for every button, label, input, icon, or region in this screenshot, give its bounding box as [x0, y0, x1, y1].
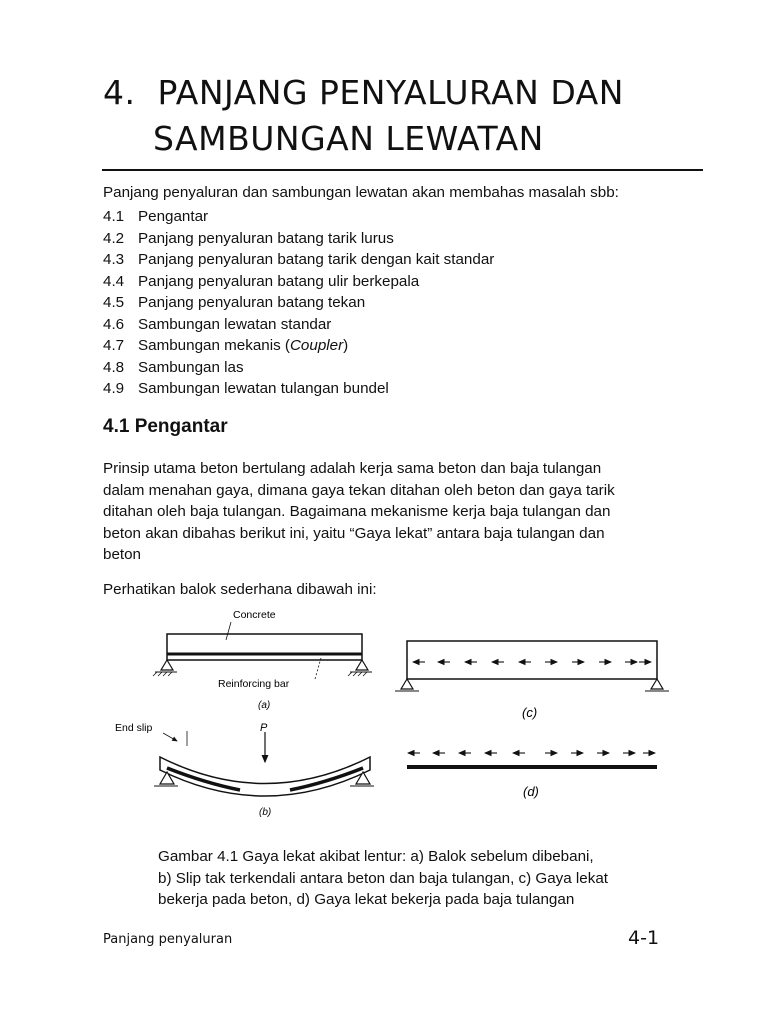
reinforcing-bar-label: Reinforcing bar — [218, 678, 290, 690]
topic-text: Panjang penyaluran batang tekan — [138, 294, 366, 311]
topic-text-italic: Coupler — [289, 337, 344, 354]
topic-number: 4.9 — [103, 380, 125, 397]
footer-running-title: Panjang penyaluran — [103, 932, 233, 947]
support-icon — [651, 679, 663, 689]
label-c: (c) — [522, 705, 538, 720]
beam-b — [154, 731, 374, 796]
end-slip-label: End slip — [115, 722, 153, 734]
caption-line: b) Slip tak terkendali antara beton dan baja tulangan, c) Gaya lekat — [158, 869, 609, 887]
topic-text: Panjang penyaluran batang ulir berkepala — [138, 272, 420, 290]
bond-stress-figure — [105, 600, 675, 830]
topic-item — [103, 249, 494, 271]
beam-c — [395, 641, 669, 691]
topic-text: Pengantar — [138, 208, 209, 225]
intro-text: Panjang penyaluran dan sambungan lewatan akan membahas masalah sbb: — [103, 184, 619, 201]
section-paragraph — [103, 458, 703, 566]
topic-item — [103, 228, 494, 250]
beam-a — [153, 622, 372, 679]
topic-number: 4.2 — [103, 229, 125, 247]
chapter-title-line1: PANJANG PENYALURAN DAN — [157, 73, 624, 112]
topic-item — [103, 335, 494, 357]
topic-number: 4.7 — [103, 337, 125, 354]
topic-number: 4.5 — [103, 294, 125, 311]
topic-item — [103, 357, 494, 379]
topic-number: 4.6 — [103, 315, 125, 333]
topic-text: Sambungan las — [138, 358, 244, 376]
topic-text: Sambungan lewatan standar — [138, 315, 332, 333]
topic-number: 4.3 — [103, 251, 125, 268]
caption-line: Gambar 4.1 Gaya lekat akibat lentur: a) Balok sebelum dibebani, — [158, 848, 594, 865]
paragraph-line: Prinsip utama beton bertulang adalah kerja sama beton dan baja tulangan — [103, 460, 602, 477]
section-heading: 4.1 Pengantar — [103, 416, 228, 437]
topic-item — [103, 292, 494, 314]
figure-caption — [158, 846, 698, 911]
topic-number: 4.8 — [103, 358, 125, 376]
topic-item — [103, 271, 494, 293]
chapter-number: 4. — [103, 73, 136, 112]
label-d: (d) — [523, 784, 539, 799]
topic-item — [103, 206, 494, 228]
support-icon — [161, 660, 173, 670]
topic-item — [103, 378, 494, 400]
label-a: (a) — [258, 700, 271, 711]
concrete-label: Concrete — [233, 609, 276, 621]
bar-d — [407, 753, 657, 769]
topic-text: ) — [343, 337, 349, 354]
support-icon — [401, 679, 413, 689]
paragraph-line: beton — [103, 546, 142, 564]
topic-text: Panjang penyaluran batang tarik dengan kait standar — [138, 251, 495, 268]
paragraph-line: dalam menahan gaya, dimana gaya tekan ditahan oleh beton dan gaya tarik — [103, 481, 615, 499]
topic-list — [103, 206, 494, 400]
title-divider — [102, 169, 703, 171]
figure-intro: Perhatikan balok sederhana dibawah ini: — [103, 581, 377, 598]
chapter-title — [103, 70, 703, 162]
page-number: 4-1 — [628, 927, 660, 949]
topic-item — [103, 314, 494, 336]
load-label: P — [260, 722, 268, 734]
caption-line: bekerja pada beton, d) Gaya lekat bekerja pada baja tulangan — [158, 891, 575, 909]
topic-text: Sambungan mekanis ( — [138, 337, 290, 354]
paragraph-line: ditahan oleh baja tulangan. Bagaimana mekanisme kerja baja tulangan dan — [103, 503, 611, 521]
chapter-title-line2: SAMBUNGAN LEWATAN — [153, 119, 544, 158]
topic-number: 4.4 — [103, 272, 125, 290]
topic-number: 4.1 — [103, 208, 125, 225]
support-icon — [356, 660, 368, 670]
paragraph-line: beton akan dibahas berikut ini, yaitu “Gaya lekat” antara baja tulangan dan — [103, 524, 605, 542]
label-b: (b) — [259, 807, 272, 818]
topic-text: Sambungan lewatan tulangan bundel — [138, 380, 389, 397]
topic-text: Panjang penyaluran batang tarik lurus — [138, 229, 394, 247]
